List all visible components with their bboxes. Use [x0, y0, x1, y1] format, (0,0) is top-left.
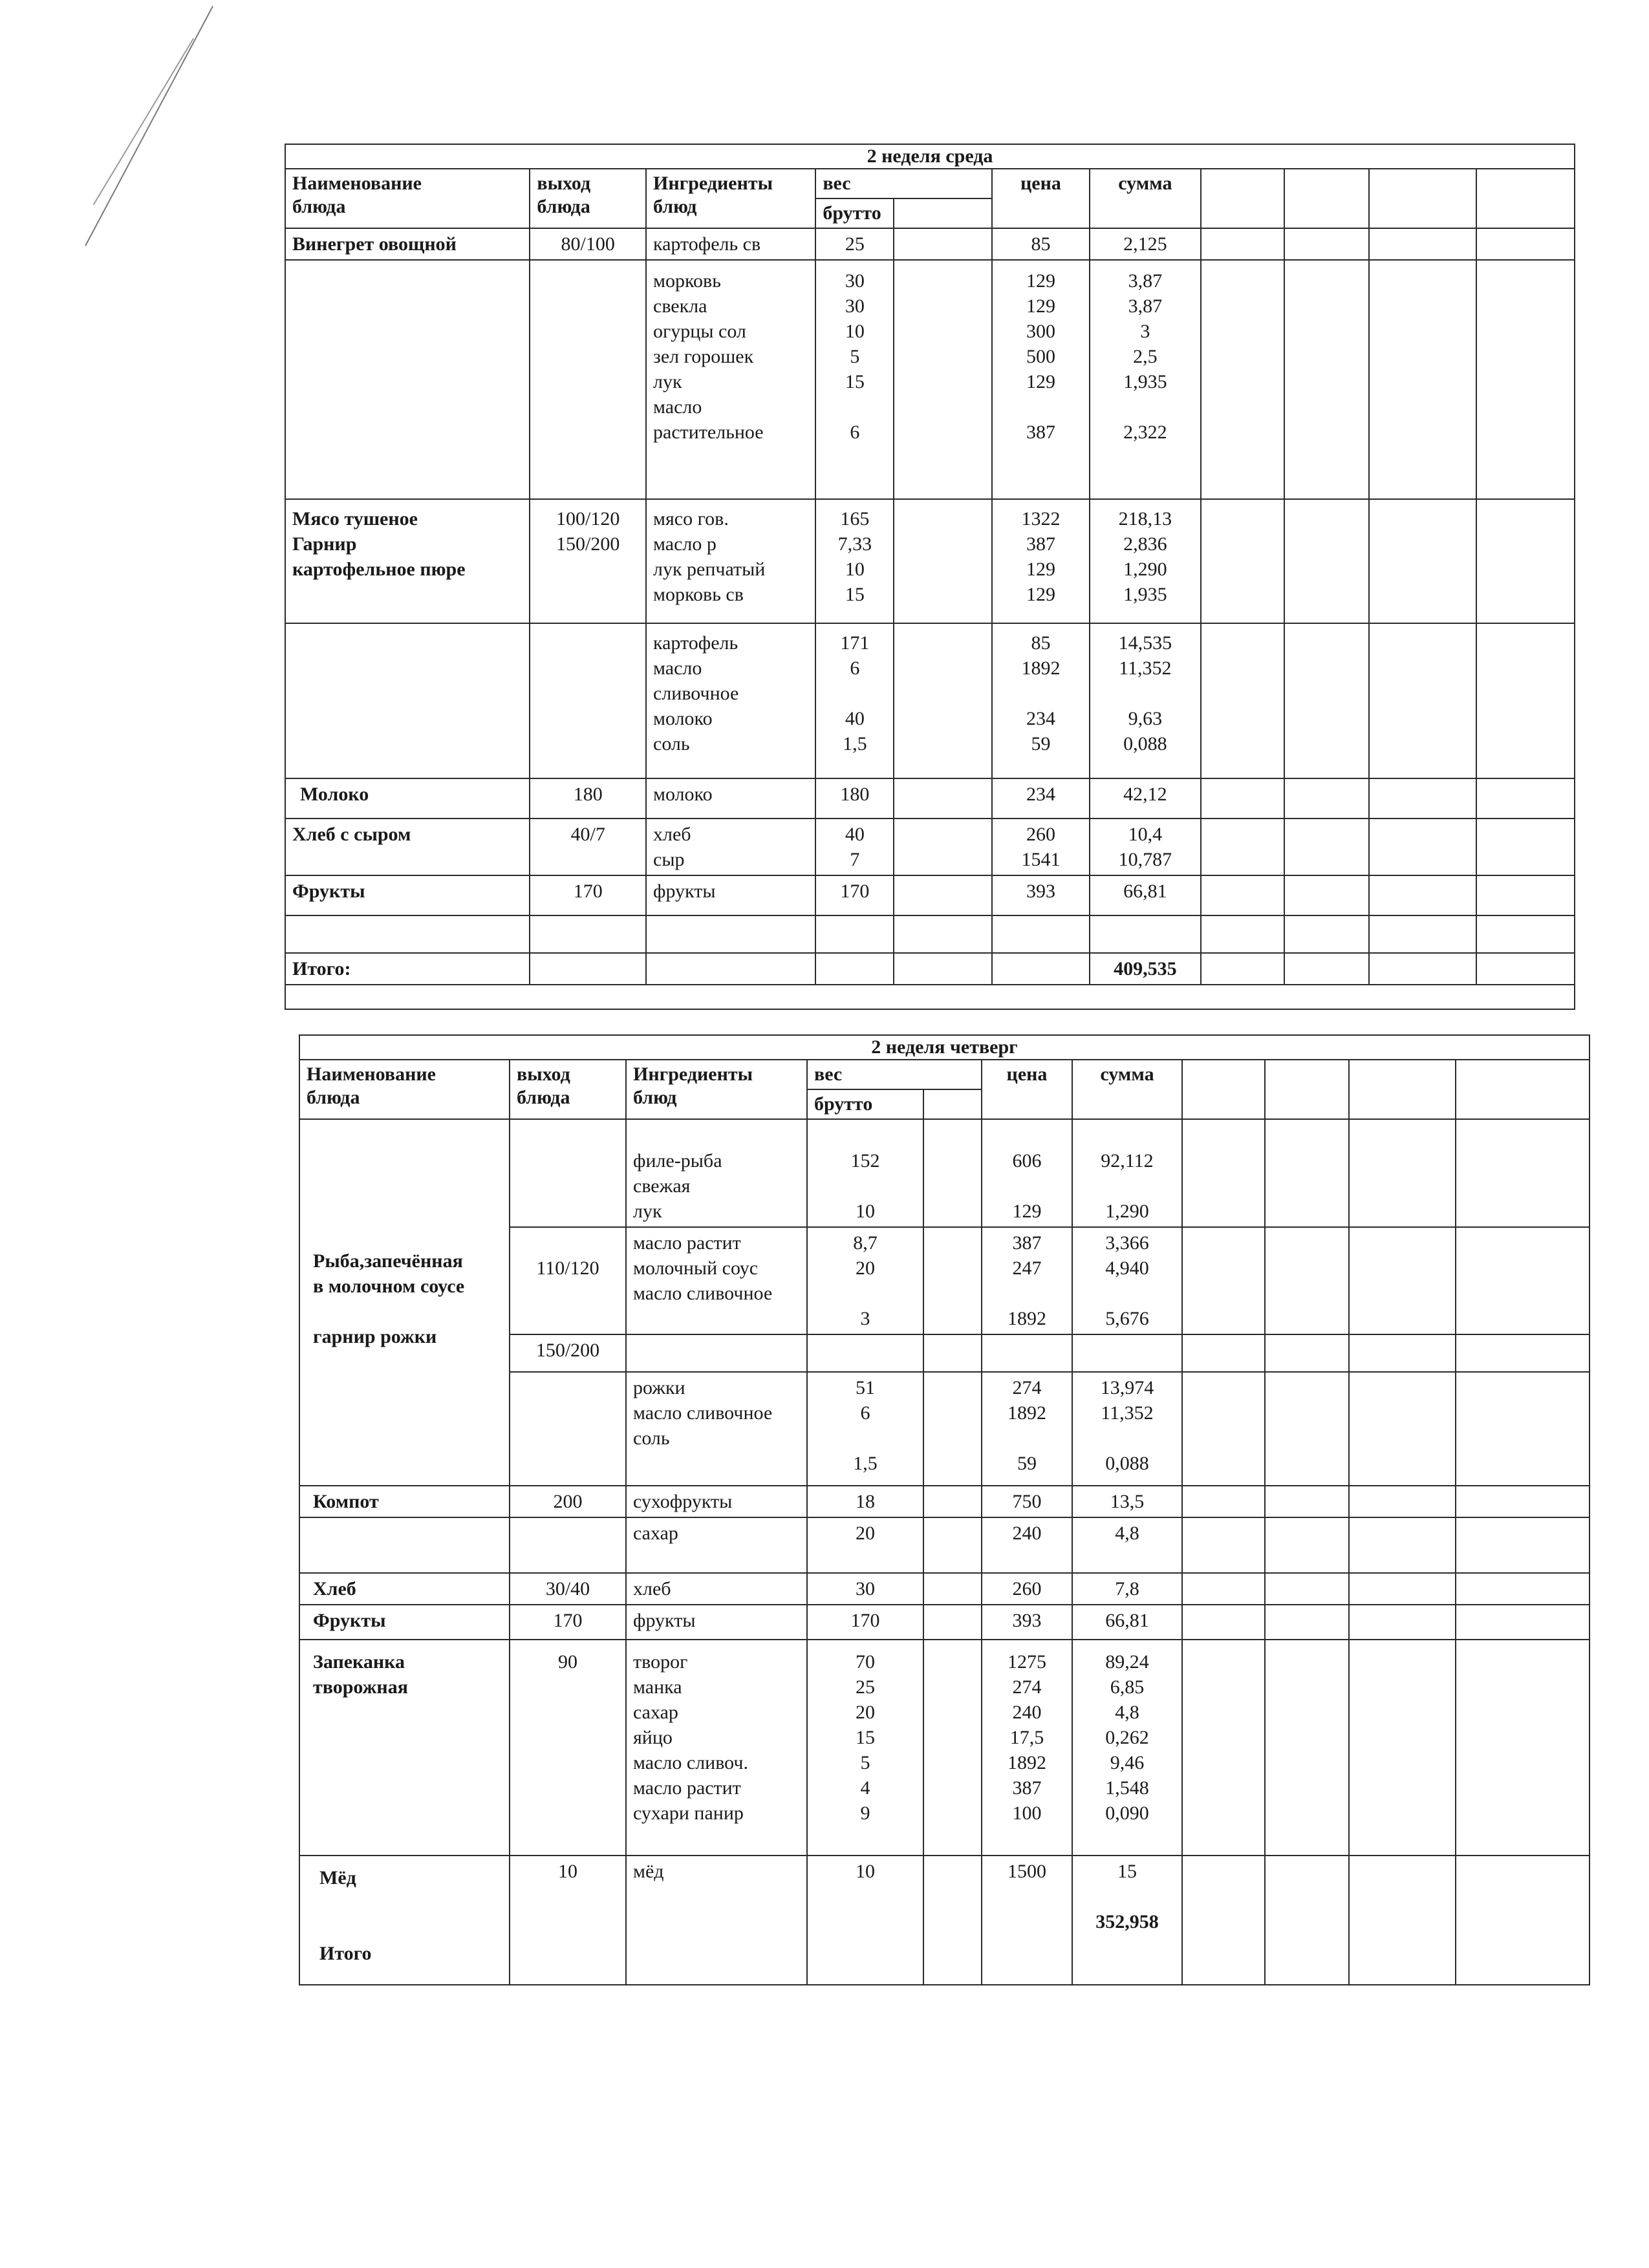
header-price: цена [982, 1060, 1072, 1119]
dish-name [285, 260, 530, 499]
empty-cell [1265, 1372, 1349, 1486]
sum-list: 218,13 2,836 1,290 1,935 [1090, 499, 1201, 623]
table-title: 2 неделя четверг [299, 1035, 1590, 1060]
header-ingredients: Ингредиенты блюд [626, 1060, 807, 1119]
table-title: 2 неделя среда [285, 144, 1575, 169]
empty-cell [1201, 260, 1284, 499]
weight-list: 170 [815, 875, 894, 915]
total-row [285, 953, 1575, 985]
empty-header-cell [923, 1089, 982, 1119]
dish-name: Мёд Итого [299, 1856, 510, 1985]
empty-cell [1369, 875, 1476, 915]
empty-cell [1476, 818, 1575, 875]
header-sum: сумма [1072, 1060, 1182, 1119]
empty-header-cell [894, 198, 991, 228]
empty-cell [1201, 818, 1284, 875]
weight-list: 10 [807, 1856, 923, 1985]
sum-list: 42,12 [1090, 778, 1201, 818]
price-list: 393 [992, 875, 1090, 915]
price-list: 750 [982, 1486, 1072, 1517]
ingredient-list: хлеб [626, 1573, 807, 1605]
empty-cell [894, 915, 991, 953]
empty-cell [646, 915, 815, 953]
title-row [299, 1035, 1590, 1060]
dish-row [299, 1517, 1590, 1573]
dish-output [530, 623, 646, 778]
empty-cell [1182, 1517, 1265, 1573]
ingredient-list: хлеб сыр [646, 818, 815, 875]
header-output: выход блюда [510, 1060, 626, 1119]
empty-header-cell [1284, 169, 1369, 228]
empty-cell [1476, 499, 1575, 623]
ingredient-list: масло растит молочный соус масло сливочное [626, 1227, 807, 1334]
price-list: 260 1541 [992, 818, 1090, 875]
empty-cell [1265, 1856, 1349, 1985]
empty-cell [1369, 915, 1476, 953]
dish-output: 170 [530, 875, 646, 915]
header-price: цена [992, 169, 1090, 228]
price-list: 1275 274 240 17,5 1892 387 100 [982, 1640, 1072, 1856]
weight-list: 30 [807, 1573, 923, 1605]
price-list: 393 [982, 1605, 1072, 1640]
weight-list: 8,7 20 3 [807, 1227, 923, 1334]
empty-header-cell [1476, 169, 1575, 228]
dish-output: 200 [510, 1486, 626, 1517]
header-row [285, 169, 1575, 198]
dish-output: 110/120 [510, 1227, 626, 1334]
empty-cell [1284, 623, 1369, 778]
empty-cell [1349, 1517, 1456, 1573]
empty-cell [285, 915, 530, 953]
empty-cell [923, 1486, 982, 1517]
empty-cell [626, 1334, 807, 1372]
dish-output [510, 1517, 626, 1573]
price-list: 260 [982, 1573, 1072, 1605]
empty-cell [923, 1517, 982, 1573]
dish-output: 150/200 [510, 1334, 626, 1372]
empty-cell [1182, 1573, 1265, 1605]
sum-list: 3,366 4,940 5,676 [1072, 1227, 1182, 1334]
price-list: 387 247 1892 [982, 1227, 1072, 1334]
total-sum: 352,958 [1095, 1911, 1159, 1932]
dish-name: Хлеб [299, 1573, 510, 1605]
weight-list: 170 [807, 1605, 923, 1640]
empty-cell [894, 778, 991, 818]
sum-list: 89,24 6,85 4,8 0,262 9,46 1,548 0,090 [1072, 1640, 1182, 1856]
empty-cell [1349, 1334, 1456, 1372]
dish-row [285, 818, 1575, 875]
empty-row [285, 915, 1575, 953]
empty-header-cell [1182, 1060, 1265, 1119]
empty-cell [894, 953, 991, 985]
header-row [299, 1060, 1590, 1089]
weight-list: 152 10 [807, 1119, 923, 1227]
empty-cell [1369, 499, 1476, 623]
empty-cell [992, 915, 1090, 953]
empty-header-cell [1265, 1060, 1349, 1119]
empty-cell [1349, 1486, 1456, 1517]
header-sum: сумма [1090, 169, 1201, 228]
empty-cell [1201, 778, 1284, 818]
price-list: 129 129 300 500 129 387 [992, 260, 1090, 499]
empty-cell [1284, 818, 1369, 875]
empty-cell [285, 985, 1575, 1009]
weight-list: 40 7 [815, 818, 894, 875]
menu-table-thursday [299, 1034, 1590, 1985]
empty-cell [923, 1334, 982, 1372]
empty-cell [1182, 1856, 1265, 1985]
dish-name: Компот [299, 1486, 510, 1517]
empty-cell [1284, 915, 1369, 953]
header-output: выход блюда [530, 169, 646, 228]
empty-cell [807, 1334, 923, 1372]
empty-cell [1456, 1227, 1590, 1334]
ingredient-list: мясо гов. масло р лук репчатый морковь св [646, 499, 815, 623]
ingredient-list: сухофрукты [626, 1486, 807, 1517]
header-ingredients: Ингредиенты блюд [646, 169, 815, 228]
total-label: Итого: [285, 953, 530, 985]
dish-output: 80/100 [530, 228, 646, 260]
sum-list: 15 352,958 [1072, 1856, 1182, 1985]
dish-name: Рыба,запечённая в молочном соусе гарнир рожки [299, 1119, 510, 1486]
empty-cell [1201, 228, 1284, 260]
empty-header-cell [1201, 169, 1284, 228]
empty-cell [1476, 778, 1575, 818]
empty-cell [1456, 1640, 1590, 1856]
empty-cell [1456, 1486, 1590, 1517]
dish-name: Запеканка творожная [299, 1640, 510, 1856]
price-list: 274 1892 59 [982, 1372, 1072, 1486]
empty-cell [1349, 1605, 1456, 1640]
sum-list: 13,5 [1072, 1486, 1182, 1517]
ingredient-list: мёд [626, 1856, 807, 1985]
empty-cell [1284, 953, 1369, 985]
empty-cell [1456, 1119, 1590, 1227]
dish-name: Фрукты [285, 875, 530, 915]
header-brutto: брутто [807, 1089, 923, 1119]
dish-row [299, 1640, 1590, 1856]
empty-cell [1265, 1573, 1349, 1605]
price-list: 85 [992, 228, 1090, 260]
empty-cell [1369, 623, 1476, 778]
empty-cell [894, 228, 991, 260]
empty-cell [1456, 1517, 1590, 1573]
ingredient-list: молоко [646, 778, 815, 818]
empty-cell [1456, 1856, 1590, 1985]
empty-cell [1476, 915, 1575, 953]
weight-list: 165 7,33 10 15 [815, 499, 894, 623]
ingredient-list: творог манка сахар яйцо масло сливоч. масло растит сухари панир [626, 1640, 807, 1856]
empty-cell [1182, 1605, 1265, 1640]
empty-cell [510, 1119, 626, 1227]
empty-cell [1349, 1573, 1456, 1605]
empty-cell [1284, 778, 1369, 818]
dish-row [285, 228, 1575, 260]
empty-cell [530, 953, 646, 985]
empty-cell [1369, 778, 1476, 818]
dish-output: 100/120 150/200 [530, 499, 646, 623]
weight-list: 30 30 10 5 15 6 [815, 260, 894, 499]
empty-cell [1265, 1119, 1349, 1227]
empty-cell [1349, 1372, 1456, 1486]
empty-cell [1182, 1119, 1265, 1227]
empty-cell [894, 499, 991, 623]
dish-row [285, 499, 1575, 623]
empty-cell [1284, 499, 1369, 623]
empty-cell [1265, 1605, 1349, 1640]
empty-cell [1369, 953, 1476, 985]
title-row [285, 144, 1575, 169]
dish-output: 170 [510, 1605, 626, 1640]
sum-list: 13,974 11,352 0,088 [1072, 1372, 1182, 1486]
price-list: 234 [992, 778, 1090, 818]
dish-row [299, 1486, 1590, 1517]
dish-output: 180 [530, 778, 646, 818]
dish-name: Хлеб с сыром [285, 818, 530, 875]
weight-list: 70 25 20 15 5 4 9 [807, 1640, 923, 1856]
dish-row [285, 260, 1575, 499]
empty-cell [1182, 1227, 1265, 1334]
sum-list: 7,8 [1072, 1573, 1182, 1605]
empty-cell [1090, 915, 1201, 953]
empty-cell [894, 875, 991, 915]
empty-cell [1072, 1334, 1182, 1372]
empty-cell [1369, 260, 1476, 499]
dish-name: Мясо тушеное Гарнир картофельное пюре [285, 499, 530, 623]
empty-cell [1456, 1605, 1590, 1640]
empty-cell [530, 915, 646, 953]
dish-row [299, 1856, 1590, 1985]
empty-cell [1349, 1856, 1456, 1985]
dish-row [299, 1573, 1590, 1605]
dish-name [299, 1517, 510, 1573]
empty-cell [1349, 1640, 1456, 1856]
header-weight: вес [815, 169, 991, 198]
empty-cell [894, 260, 991, 499]
dish-name: Фрукты [299, 1605, 510, 1640]
empty-cell [1476, 953, 1575, 985]
empty-cell [1182, 1640, 1265, 1856]
ingredient-list: филе-рыба свежая лук [626, 1119, 807, 1227]
sum-list: 10,4 10,787 [1090, 818, 1201, 875]
dish-output: 90 [510, 1640, 626, 1856]
empty-cell [815, 915, 894, 953]
empty-cell [1369, 818, 1476, 875]
price-list: 1322 387 129 129 [992, 499, 1090, 623]
empty-cell [992, 953, 1090, 985]
dish-output [530, 260, 646, 499]
price-list: 606 129 [982, 1119, 1072, 1227]
empty-cell [815, 953, 894, 985]
empty-cell [1349, 1119, 1456, 1227]
dish-row [285, 778, 1575, 818]
header-weight: вес [807, 1060, 982, 1089]
empty-cell [1476, 623, 1575, 778]
empty-cell [1284, 260, 1369, 499]
sum-list: 66,81 [1090, 875, 1201, 915]
dish-row [299, 1605, 1590, 1640]
header-brutto: брутто [815, 198, 894, 228]
empty-cell [923, 1119, 982, 1227]
dish-row [285, 623, 1575, 778]
empty-cell [1456, 1334, 1590, 1372]
empty-cell [1265, 1640, 1349, 1856]
empty-cell [1284, 875, 1369, 915]
empty-cell [1182, 1486, 1265, 1517]
ingredient-list: картофель св [646, 228, 815, 260]
empty-cell [894, 818, 991, 875]
empty-cell [923, 1856, 982, 1985]
dish-name: Молоко [285, 778, 530, 818]
price-list: 85 1892 234 59 [992, 623, 1090, 778]
weight-list: 51 6 1,5 [807, 1372, 923, 1486]
header-dish: Наименование блюда [299, 1060, 510, 1119]
weight-list: 20 [807, 1517, 923, 1573]
empty-cell [1265, 1486, 1349, 1517]
empty-header-cell [1456, 1060, 1590, 1119]
empty-cell [1201, 953, 1284, 985]
empty-header-cell [1369, 169, 1476, 228]
total-sum: 409,535 [1090, 953, 1201, 985]
weight-list: 180 [815, 778, 894, 818]
weight-list: 171 6 40 1,5 [815, 623, 894, 778]
ingredient-list: фрукты [626, 1605, 807, 1640]
empty-cell [1284, 228, 1369, 260]
scan-artifact-line [85, 6, 213, 246]
empty-cell [1456, 1573, 1590, 1605]
dish-output: 40/7 [530, 818, 646, 875]
sum-list: 4,8 [1072, 1517, 1182, 1573]
ingredient-list: фрукты [646, 875, 815, 915]
ingredient-list: рожки масло сливочное соль [626, 1372, 807, 1486]
empty-cell [1265, 1227, 1349, 1334]
empty-cell [923, 1640, 982, 1856]
ingredient-list: картофель масло сливочное молоко соль [646, 623, 815, 778]
dish-name: Винегрет овощной [285, 228, 530, 260]
empty-cell [982, 1334, 1072, 1372]
empty-cell [923, 1372, 982, 1486]
empty-cell [923, 1573, 982, 1605]
empty-cell [646, 953, 815, 985]
empty-row [285, 985, 1575, 1009]
empty-cell [1201, 499, 1284, 623]
empty-cell [1201, 915, 1284, 953]
empty-cell [923, 1227, 982, 1334]
empty-cell [510, 1372, 626, 1486]
empty-cell [1476, 260, 1575, 499]
price-list: 240 [982, 1517, 1072, 1573]
empty-cell [1182, 1334, 1265, 1372]
sum-list: 2,125 [1090, 228, 1201, 260]
sum-list: 3,87 3,87 3 2,5 1,935 2,322 [1090, 260, 1201, 499]
empty-cell [1265, 1334, 1349, 1372]
empty-cell [1369, 228, 1476, 260]
empty-cell [1201, 623, 1284, 778]
empty-cell [1456, 1372, 1590, 1486]
empty-cell [1201, 875, 1284, 915]
dish-row [285, 875, 1575, 915]
weight-list: 18 [807, 1486, 923, 1517]
ingredient-list: морковь свекла огурцы сол зел горошек лук масло растительное [646, 260, 815, 499]
empty-header-cell [1349, 1060, 1456, 1119]
empty-cell [923, 1605, 982, 1640]
empty-cell [1349, 1227, 1456, 1334]
empty-cell [1476, 875, 1575, 915]
dish-name [285, 623, 530, 778]
empty-cell [1476, 228, 1575, 260]
empty-cell [1182, 1372, 1265, 1486]
dish-output: 10 [510, 1856, 626, 1985]
weight-list: 25 [815, 228, 894, 260]
sum-list: 92,112 1,290 [1072, 1119, 1182, 1227]
dish-row [299, 1119, 1590, 1227]
menu-table-wednesday [285, 144, 1575, 1010]
empty-cell [1265, 1517, 1349, 1573]
empty-cell [894, 623, 991, 778]
header-dish: Наименование блюда [285, 169, 530, 228]
dish-output: 30/40 [510, 1573, 626, 1605]
ingredient-list: сахар [626, 1517, 807, 1573]
sum-list: 66,81 [1072, 1605, 1182, 1640]
price-list: 1500 [982, 1856, 1072, 1985]
sum-list: 14,535 11,352 9,63 0,088 [1090, 623, 1201, 778]
scan-artifact-line [93, 38, 194, 205]
